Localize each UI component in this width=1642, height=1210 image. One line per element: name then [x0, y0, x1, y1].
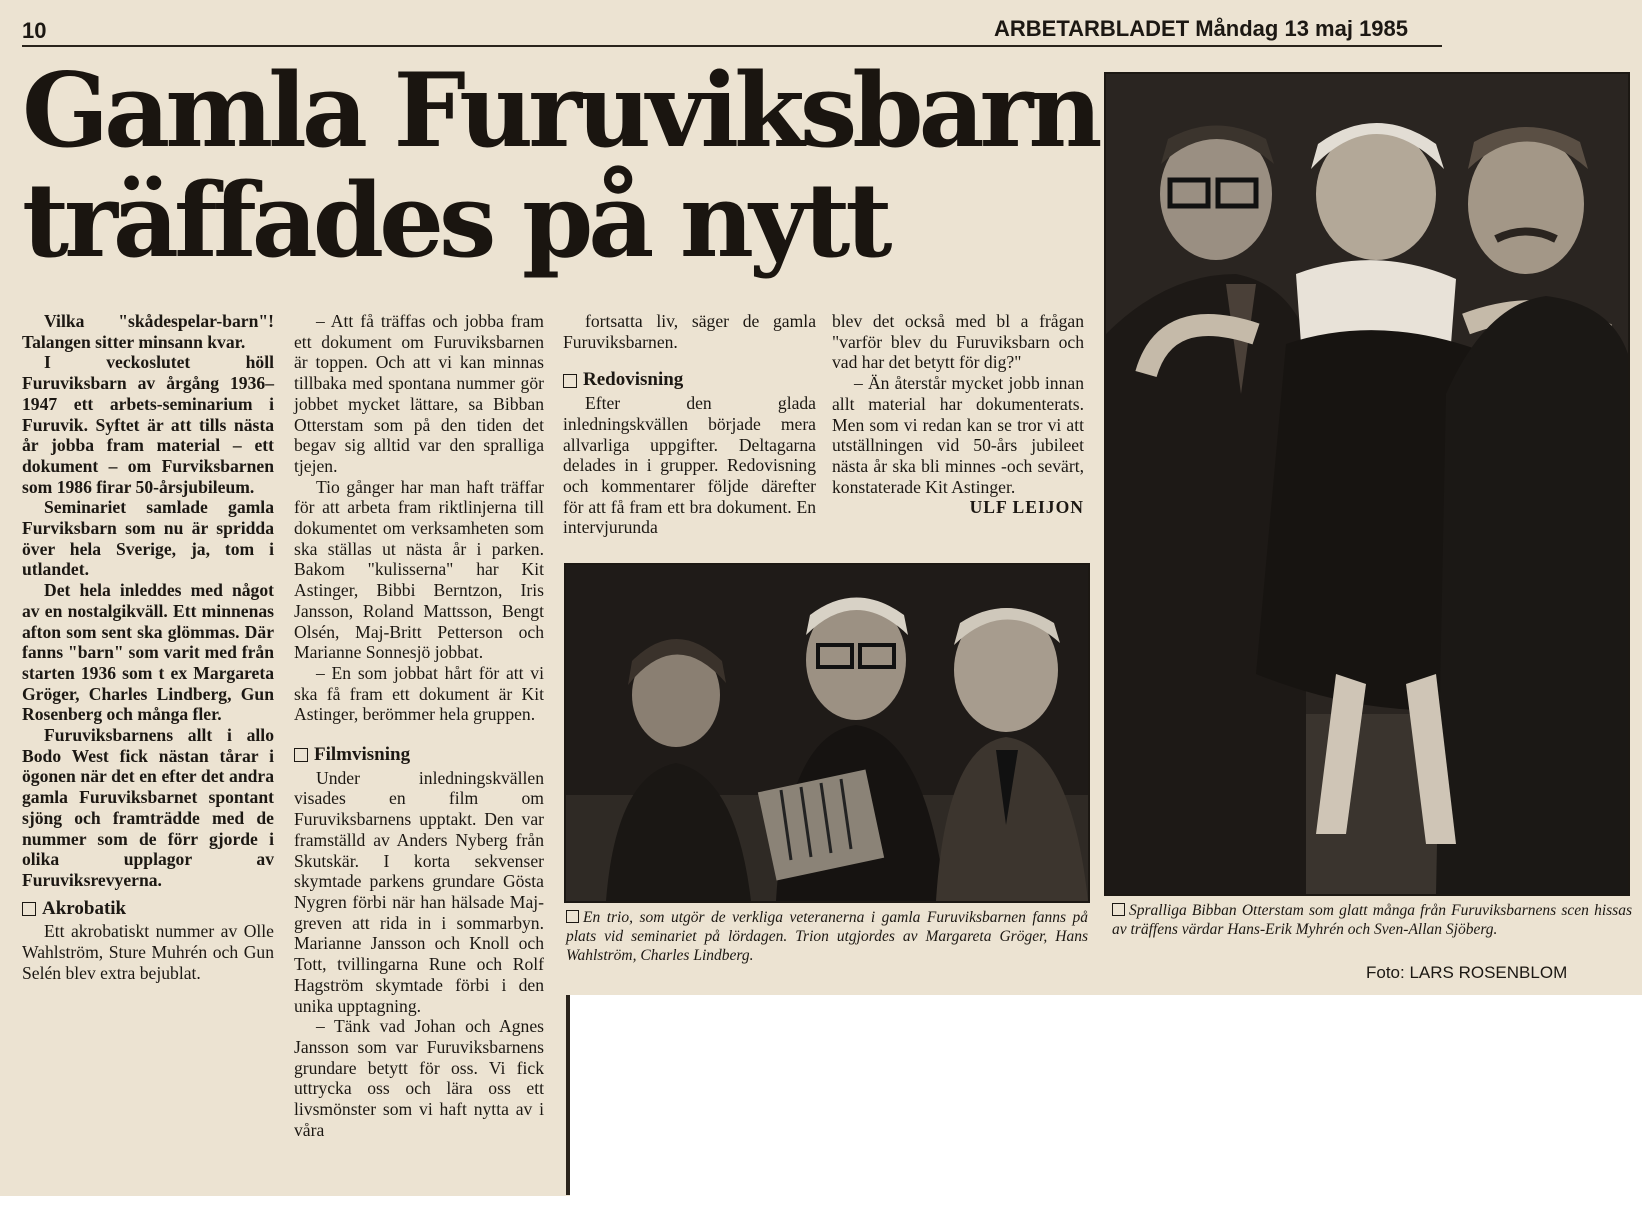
otterstam-photo-caption	[1112, 901, 1632, 939]
paragraph: fortsatta liv, säger de gamla Furuviksbarnen.	[563, 311, 816, 352]
subheading-filmvisning	[294, 745, 544, 766]
paragraph: Furuviksbarnens allt i allo Bodo West fick nästan tårar i ögonen när det en efter det andra gamla Furuviksbarnet spontant sjöng och framträdde med de nummer som de förr gjorde i olika upplagor av Furuviksrevyerna.	[22, 725, 274, 890]
otterstam-photo	[1104, 72, 1630, 896]
photo-credit: Foto: LARS ROSENBLOM	[1366, 963, 1568, 982]
article-column-4	[832, 311, 1084, 518]
trio-photo-caption	[566, 908, 1088, 965]
page-number: 10	[22, 18, 47, 43]
article-column-1	[22, 311, 274, 984]
paragraph: Under inledningskvällen visades en film om Furuviksbarnens upptakt. Den var framställd av Anders Nyberg från Skutskär. I korta sekvenser skymtade parkens grundare Gösta Nygren förbi när han hälsade Maj-greven att rida in i sommarbyn. Marianne Jansson och Knoll och Tott, tvillingarna Rune och Rolf Hagström skymtade förbi i den unika upptagning.	[294, 767, 544, 1016]
caption-text: Spralliga Bibban Otterstam som glatt många från Furuviksbarnens scen hissas av träffens värdar Hans-Erik Myhrén och Sven-Allan Sjöberg.	[1112, 902, 1632, 938]
square-bullet-icon	[22, 902, 36, 916]
article-column-2	[294, 311, 544, 1140]
paragraph: I veckoslutet höll Furuviksbarn av årgång 1936–1947 ett arbets-seminarium i Furuvik. Syftet är att tills nästa år jobba fram material – ett dokument – om Furviksbarnen som 1986 firar 50-årsjubileum.	[22, 352, 274, 497]
caption-text: En trio, som utgör de verkliga veteranerna i gamla Furuviksbarnen fanns på plats vid seminariet på lördagen. Trion utgjordes av Margareta Gröger, Hans Wahlström, Charles Lindberg.	[566, 909, 1088, 964]
headline	[22, 51, 1102, 281]
subheading-redovisning	[563, 370, 816, 391]
paragraph: – Än återstår mycket jobb innan allt material har dokumenterats. Men som vi redan kan se tror vi att utställningen vid 50-års jubileet nästa år ska bli minnes -och sevärt, konstaterade Kit Astinger.	[832, 373, 1084, 497]
square-bullet-icon	[563, 374, 577, 388]
square-bullet-icon	[294, 748, 308, 762]
paragraph: – Att få träffas och jobba fram ett dokument om Furuviksbarnen är toppen. Och att vi kan minnas tillbaka med spontana nummer gör jobbet mycket lättare, sa Bibban Otterstam som på den tiden det begav sig alltid var den spralliga tjejen.	[294, 311, 544, 476]
dateline: ARBETARBLADET Måndag 13 maj 1985	[994, 16, 1409, 41]
paragraph: Efter den glada inledningskvällen började mera allvarliga uppgifter. Deltagarna delades in i grupper. Redovisning och kommentarer följde därefter för att få fram ett bra dokument. En intervjurunda	[563, 393, 816, 538]
square-bullet-icon	[1112, 903, 1125, 916]
scan-background	[570, 995, 1642, 1210]
scan-background-bottom	[0, 1196, 570, 1210]
trio-photo	[564, 563, 1090, 903]
clipping-edge	[566, 995, 570, 1195]
paragraph: – En som jobbat hårt för att vi ska få fram ett dokument är Kit Astinger, berömmer hela gruppen.	[294, 662, 544, 725]
subheading-label: Redovisning	[583, 369, 684, 391]
byline: ULF LEIJON	[969, 497, 1084, 518]
paragraph: blev det också med bl a frågan "varför blev du Furuviksbarn och vad har det betytt för dig?"	[832, 311, 1084, 373]
article-column-3	[563, 311, 816, 538]
headline-line-1: Gamla Furuviksbarn	[22, 51, 1098, 171]
headline-line-2: träffades på nytt	[22, 161, 888, 281]
paragraph: Vilka "skådespelar-barn"! Talangen sitter minsann kvar.	[22, 311, 274, 352]
paragraph: Seminariet samlade gamla Furviksbarn som nu är spridda över hela Sverige, ja, tom i utlandet.	[22, 497, 274, 580]
paragraph: Tio gånger har man haft träffar för att arbeta fram riktlinjerna till dokumentet om verksamheten som ska ställas ut nästa år i parken. Bakom "kulisserna" har Kit Astinger, Bibbi Berntzon, Iris Jansson, Roland Mattsson, Bengt Olsén, Maj-Britt Petterson och Marianne Sonnesjö jobbat.	[294, 476, 544, 663]
paragraph: Ett akrobatiskt nummer av Olle Wahlström, Sture Muhrén och Gun Selén blev extra bejublat.	[22, 921, 274, 983]
subheading-akrobatik	[22, 899, 274, 920]
subheading-label: Akrobatik	[42, 897, 127, 919]
subheading-label: Filmvisning	[314, 744, 411, 766]
square-bullet-icon	[566, 910, 579, 923]
header-rule	[22, 45, 1442, 47]
paragraph: Det hela inleddes med något av en nostalgikväll. Ett minnenas afton som sent ska glömmas. Där fanns "barn" som varit med från starten 1936 som t ex Margareta Gröger, Charles Lindberg, Gun Rosenberg och många fler.	[22, 580, 274, 725]
paragraph: – Tänk vad Johan och Agnes Jansson som var Furuviksbarnens grundare betytt för oss. Vi fick uttrycka oss och lära oss ett livsmönster som vi haft nytta av i våra	[294, 1016, 544, 1140]
